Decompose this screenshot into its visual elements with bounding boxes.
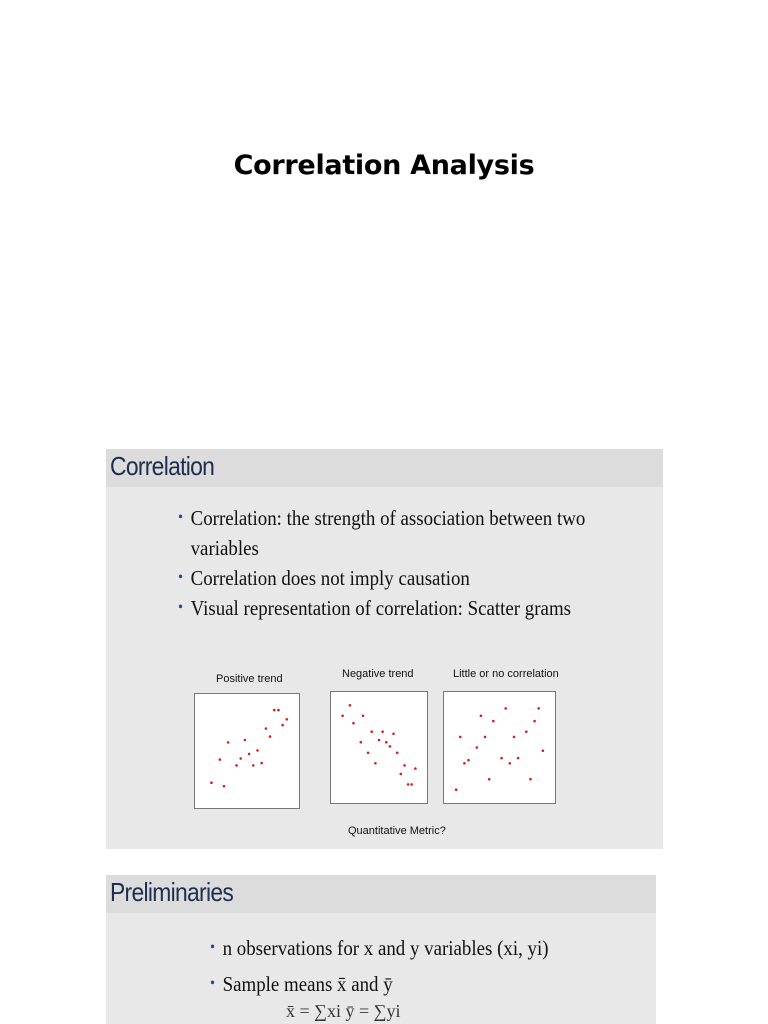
plot-title-negative: Negative trend [342,668,414,680]
scatter-point [533,720,536,723]
scatter-point [244,739,247,742]
scatter-positive-svg [195,694,299,808]
scatter-point [370,730,373,733]
scatter-point [542,749,545,752]
scatter-point [403,764,406,767]
scatter-point [459,736,462,739]
scatter-point [273,709,276,712]
scatter-point [210,781,213,784]
scatter-point [513,736,516,739]
scatter-point [392,733,395,736]
slide-header [106,875,656,913]
scatter-point [504,707,507,710]
slide-header [106,449,663,487]
scatter-point [260,762,263,765]
scatter-point [281,724,284,727]
plot-title-positive: Positive trend [216,673,283,685]
scatter-point [378,739,381,742]
scatter-point [219,758,222,761]
scatter-point [463,762,466,765]
formula: x̄ = ∑xi ȳ = ∑yi [286,1001,401,1021]
scatter-point [235,764,238,767]
scatter-point [286,718,289,721]
scatter-point [455,788,458,791]
scatter-point [269,735,272,738]
scatter-point [476,746,479,749]
scatter-point [381,730,384,733]
scatter-point [396,752,399,755]
scatter-point [410,783,413,786]
slide-title: Correlation [110,451,215,481]
scatter-point [265,727,268,730]
scatter-point [349,704,352,707]
slide-title: Preliminaries [110,877,234,907]
scatter-point [500,757,503,760]
scatter-point [367,752,370,755]
scatter-point [467,759,470,762]
scatter-point [537,707,540,710]
plot-title-none: Little or no correlation [453,668,559,680]
scatter-point [352,722,355,725]
bullet-item: • Visual representation of correlation: Scatter grams [178,593,585,623]
scatter-point [517,757,520,760]
scatter-point [389,745,392,748]
scatter-point [341,715,344,718]
scatter-point [385,741,388,744]
scatter-point [492,720,495,723]
bullet-item: • Correlation: the strength of association between two variables [178,503,585,563]
scatter-point [509,762,512,765]
scatter-negative [330,691,428,804]
scatter-point [374,762,377,765]
scatter-point [227,741,230,744]
scatter-point [256,749,259,752]
scatter-point [362,715,365,718]
bullet-item: • n observations for x and y variables (xi, yi) [210,930,549,966]
scatter-none [443,691,556,804]
slide-footer-question: Quantitative Metric? [348,825,446,837]
scatter-point [484,736,487,739]
scatter-point [407,783,410,786]
bullet-list [210,930,586,1002]
bullet-item: • Sample means x̄ and ȳ [210,966,549,1002]
scatter-positive [194,693,300,809]
scatter-point [400,773,403,776]
scatter-negative-svg [331,692,427,803]
scatter-point [488,778,491,781]
scatter-point [414,767,417,770]
scatter-none-svg [444,692,555,803]
scatter-point [525,730,528,733]
scatter-point [360,741,363,744]
scatter-point [252,764,255,767]
bullet-list [178,503,631,623]
correlation-slide [106,449,663,849]
scatter-point [248,753,251,756]
bullet-item: • Correlation does not imply causation [178,563,585,593]
scatter-point [223,785,226,788]
scatter-point [529,778,532,781]
page-title: Correlation Analysis [233,150,535,181]
preliminaries-slide [106,875,656,1024]
scatter-point [239,757,242,760]
scatter-point [480,715,483,718]
scatter-point [277,709,280,712]
